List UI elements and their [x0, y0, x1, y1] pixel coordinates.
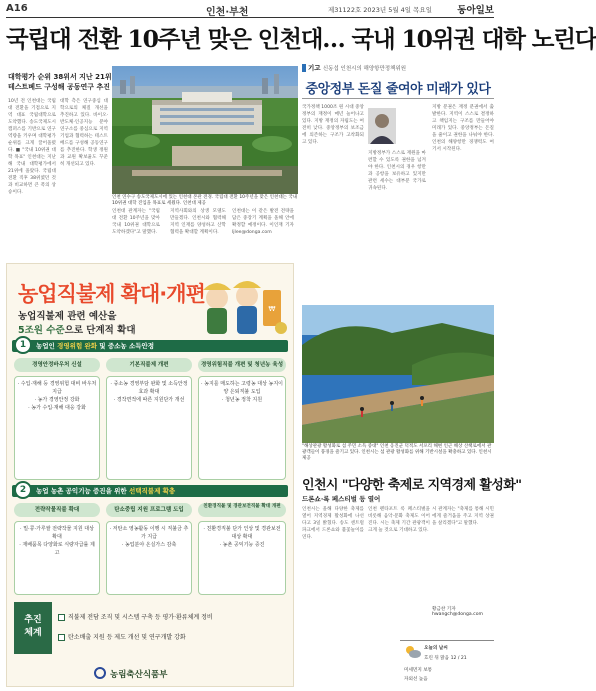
article-subhead: 드론쇼·록 페스티벌 등 열어	[302, 495, 381, 503]
program-heading: 경영안정바우처 신설	[14, 358, 100, 372]
band-text: 농업 농촌 공익기능 증진을 위한	[36, 487, 129, 495]
article-column: 지역사회와의 상생 모델도 만들겠다. 인천시와 협력해 지역 인재를 양성하고 산학협력을 확대할 계획이다.	[170, 209, 226, 235]
section-number-badge: 2	[14, 481, 32, 499]
program-detail: · 밀·콩·가루쌀 전략작물 지원 대상 확대 · 재배품목 다양화로 식량자급률 제고	[14, 521, 100, 595]
divider	[302, 98, 494, 99]
program-detail: · 농지를 매도하는 고령농 대상 농지이양 은퇴직불 도입 · 청년농 정착 지원	[198, 376, 286, 480]
program-detail: · 친환경직불 단가 인상 및 경관보전 대상 확대 · 농촌 공익기능 증진	[198, 521, 286, 595]
column-tag	[308, 63, 406, 72]
photo-caption: "해상관광 활성화로 섬 주민 소득 증대" 인천 옹진군 덕적도 서포리 해변 인근 해상 산책로에서 관광객들이 풍경을 즐기고 있다. 인천시는 섬 관광 활성화를 위해 기반시설을 확충하고 있다. 인천시 제공	[302, 444, 492, 461]
newspaper-name: 동아일보	[457, 5, 494, 16]
section-name: 인천·부천	[206, 7, 249, 18]
program-heading: 기본직불제 개편	[106, 358, 192, 372]
band-highlight: 선택직불제 확충	[128, 487, 176, 495]
article-column: 인천시는 올해 다양한 축제를 열어 지역경제 활성화에 나선다고 3일 밝혔다. 송도 센트럴파크에서 드론쇼와 불꽃놀이를 연다.	[302, 507, 364, 540]
weather-title: 오늘의 날씨	[424, 646, 448, 651]
column-author-line: 신동섭 인천시의 해양항만정책위원	[322, 66, 407, 72]
author-portrait	[368, 108, 396, 144]
uv-index: 자외선 높음	[404, 677, 428, 682]
cloud-sun-icon	[404, 644, 422, 660]
execution-label: 추진 체계	[14, 602, 52, 654]
program-heading: 탄소중립 지원 프로그램 도입	[106, 503, 192, 517]
article-column: 인천 펜타포트 록 페스티벌을 비롯해 음악·문화 축제도 이어진다. 시는 축제 기간 관광객이 크게 늘 것으로 기대하고 있다.	[368, 507, 430, 533]
ministry-logo-icon	[94, 667, 106, 679]
ad-subtitle-2	[18, 322, 136, 336]
svg-text:₩: ₩	[268, 305, 276, 313]
main-headline: 국립대 전환 10주년 맞은 인천대… 국내 10위권 대학 노린다	[6, 25, 596, 53]
subhead-line: 대학평가 순위 38위서 지난 21위	[8, 73, 112, 81]
coast-illustration	[302, 305, 494, 443]
article-column: 10년 전 인천대는 국립대 전환을 기점으로 지역 대표 국립대학으로 도약했다. 송도국제도시 캠퍼스를 기반으로 연구 역량을 키우며 대학평가 순위를 크게 끌어올렸다. ■ "국내 10위권 대학 목표" 인천대는 지난해 국내 대학평가에서 21위에 올랐다. 국립대 전환 직후 38위였던 것과 비교하면 큰 폭의 상승이다.	[8, 99, 56, 195]
subhead-line: 테스트베드 구성해 공동연구 추진	[8, 83, 110, 91]
ad-subtitle: 농업직불제 관련 예산을	[18, 311, 117, 322]
checkbox-icon	[58, 614, 65, 621]
ad-section-heading	[36, 341, 154, 350]
ad-section-heading	[36, 486, 175, 495]
article-headline: 인천시 "다양한 축제로 지역경제 활성화"	[302, 478, 522, 493]
campus-illustration	[112, 66, 298, 194]
ad-title: 농업직불제 확대·개편	[18, 282, 205, 306]
air-quality: 미세먼지 보통	[404, 668, 433, 673]
portrait-icon	[368, 108, 396, 144]
coast-photo	[302, 305, 494, 443]
campus-photo	[112, 66, 298, 194]
program-detail: · 저탄소 영농활동 이행 시 직불금 추가 지급 · 농업분야 온실가스 감축	[106, 521, 192, 595]
article-column: 대학 측은 연구중심 대학으로의 체질 개선을 추진하고 있다. 바이오·반도체·인공지능 분야 연구소를 중심으로 지역 기업과 협력하는 테스트베드를 구성해 공동연구를 추진한다. 학생 정원과 교원 확보율도 꾸준히 개선되고 있다.	[60, 99, 108, 167]
band-text: 및 중소농 소득안정	[97, 342, 155, 350]
page-header	[6, 2, 494, 18]
issue-date: 제31122호 2023년 5월 4일 목요일	[328, 6, 432, 14]
column-title: 중앙정부 돈질 줄여야 미래가 있다	[305, 82, 491, 97]
execution-item: 탄소배출 지원 등 제도 개선 및 연구개발 강화	[68, 634, 186, 641]
page-number: A16	[6, 3, 28, 14]
column-body: 국가정책 1000조 원 시대 중앙정부의 재정이 매년 늘어나고 있다. 지방 재정의 자립도는 여전히 낮다. 중앙정부의 보조금에 의존하는 구조가 고착화되고 있다.	[302, 105, 364, 145]
column-body: 지방정부가 스스로 재원을 마련할 수 있도록 권한을 넘겨야 한다. 인천시의 경우 항만과 공항을 보유하고 있지만 관련 세수는 대부분 국가로 귀속된다.	[368, 151, 426, 191]
program-detail: · 중소농 경영부담 완화 및 소득안정 효과 확대 · 경작면적에 따른 지원단가 개선	[106, 376, 192, 480]
weather-forecast: 흐린 뒤 맑음 12 / 21	[424, 656, 467, 661]
program-heading: 경영위험직불 개편 및 청년농 육성	[198, 358, 286, 372]
ministry-name: 농림축산식품부	[110, 670, 168, 680]
photo-caption: 인천 연수구 송도국제도시에 있는 인천대 본관 전경. 국립대 전환 10주년을 맞은 인천대는 국내 10위권 대학 진입을 목표로 세웠다. 인천대 제공	[112, 195, 298, 206]
article-column: 시 관계자는 "축제를 통해 시민에게 즐거움을 주고 지역 상권을 살리겠다"고 말했다.	[432, 507, 494, 526]
article-column: 인천대는 이 같은 발전 전략을 담은 중장기 계획을 올해 안에 확정할 예정이다. 이인재 기자 ljlee@donga.com	[232, 209, 294, 235]
farmers-illustration	[197, 268, 293, 342]
byline: 황금찬 기자 hwangch@donga.com	[432, 607, 483, 617]
program-heading: 친환경직불 및 경관보전직불 확대 개편	[198, 503, 286, 517]
section-number-badge: 1	[14, 336, 32, 354]
program-detail: · 수입·재해 등 경영위험 대비 바우처 지급 · 농가 경영안정 강화 · 농가 수입·재해 대응 강화	[14, 376, 100, 480]
column-tag-label: 기고	[308, 64, 321, 72]
article-column: 인천대 관계자는 "국립대 전환 10주년을 맞아 국내 10위권 대학으로 도약하겠다"고 말했다.	[112, 209, 160, 235]
ad-highlight: 5조원 수준	[18, 325, 65, 336]
ad-subtitle-tail: 으로 단계적 확대	[64, 325, 136, 336]
column-body: 지방 분권은 재정 분권에서 출발한다. 지역이 스스로 결정하고 책임지는 구조를 만들어야 미래가 있다. 중앙정부는 돈질을 줄이고 권한을 나눠야 한다. 인천의 해양항만 경쟁력도 여기서 시작된다.	[432, 105, 494, 152]
column-tag-marker	[302, 64, 306, 72]
band-text: 농업인	[36, 342, 58, 350]
program-heading: 전략작물직불 확대	[14, 503, 100, 517]
band-highlight: 경영위험 완화	[57, 342, 98, 350]
checkbox-icon	[58, 634, 65, 641]
execution-item: 직불제 전담 조직 및 시스템 구축 등 평가·환류체계 정비	[68, 614, 213, 621]
